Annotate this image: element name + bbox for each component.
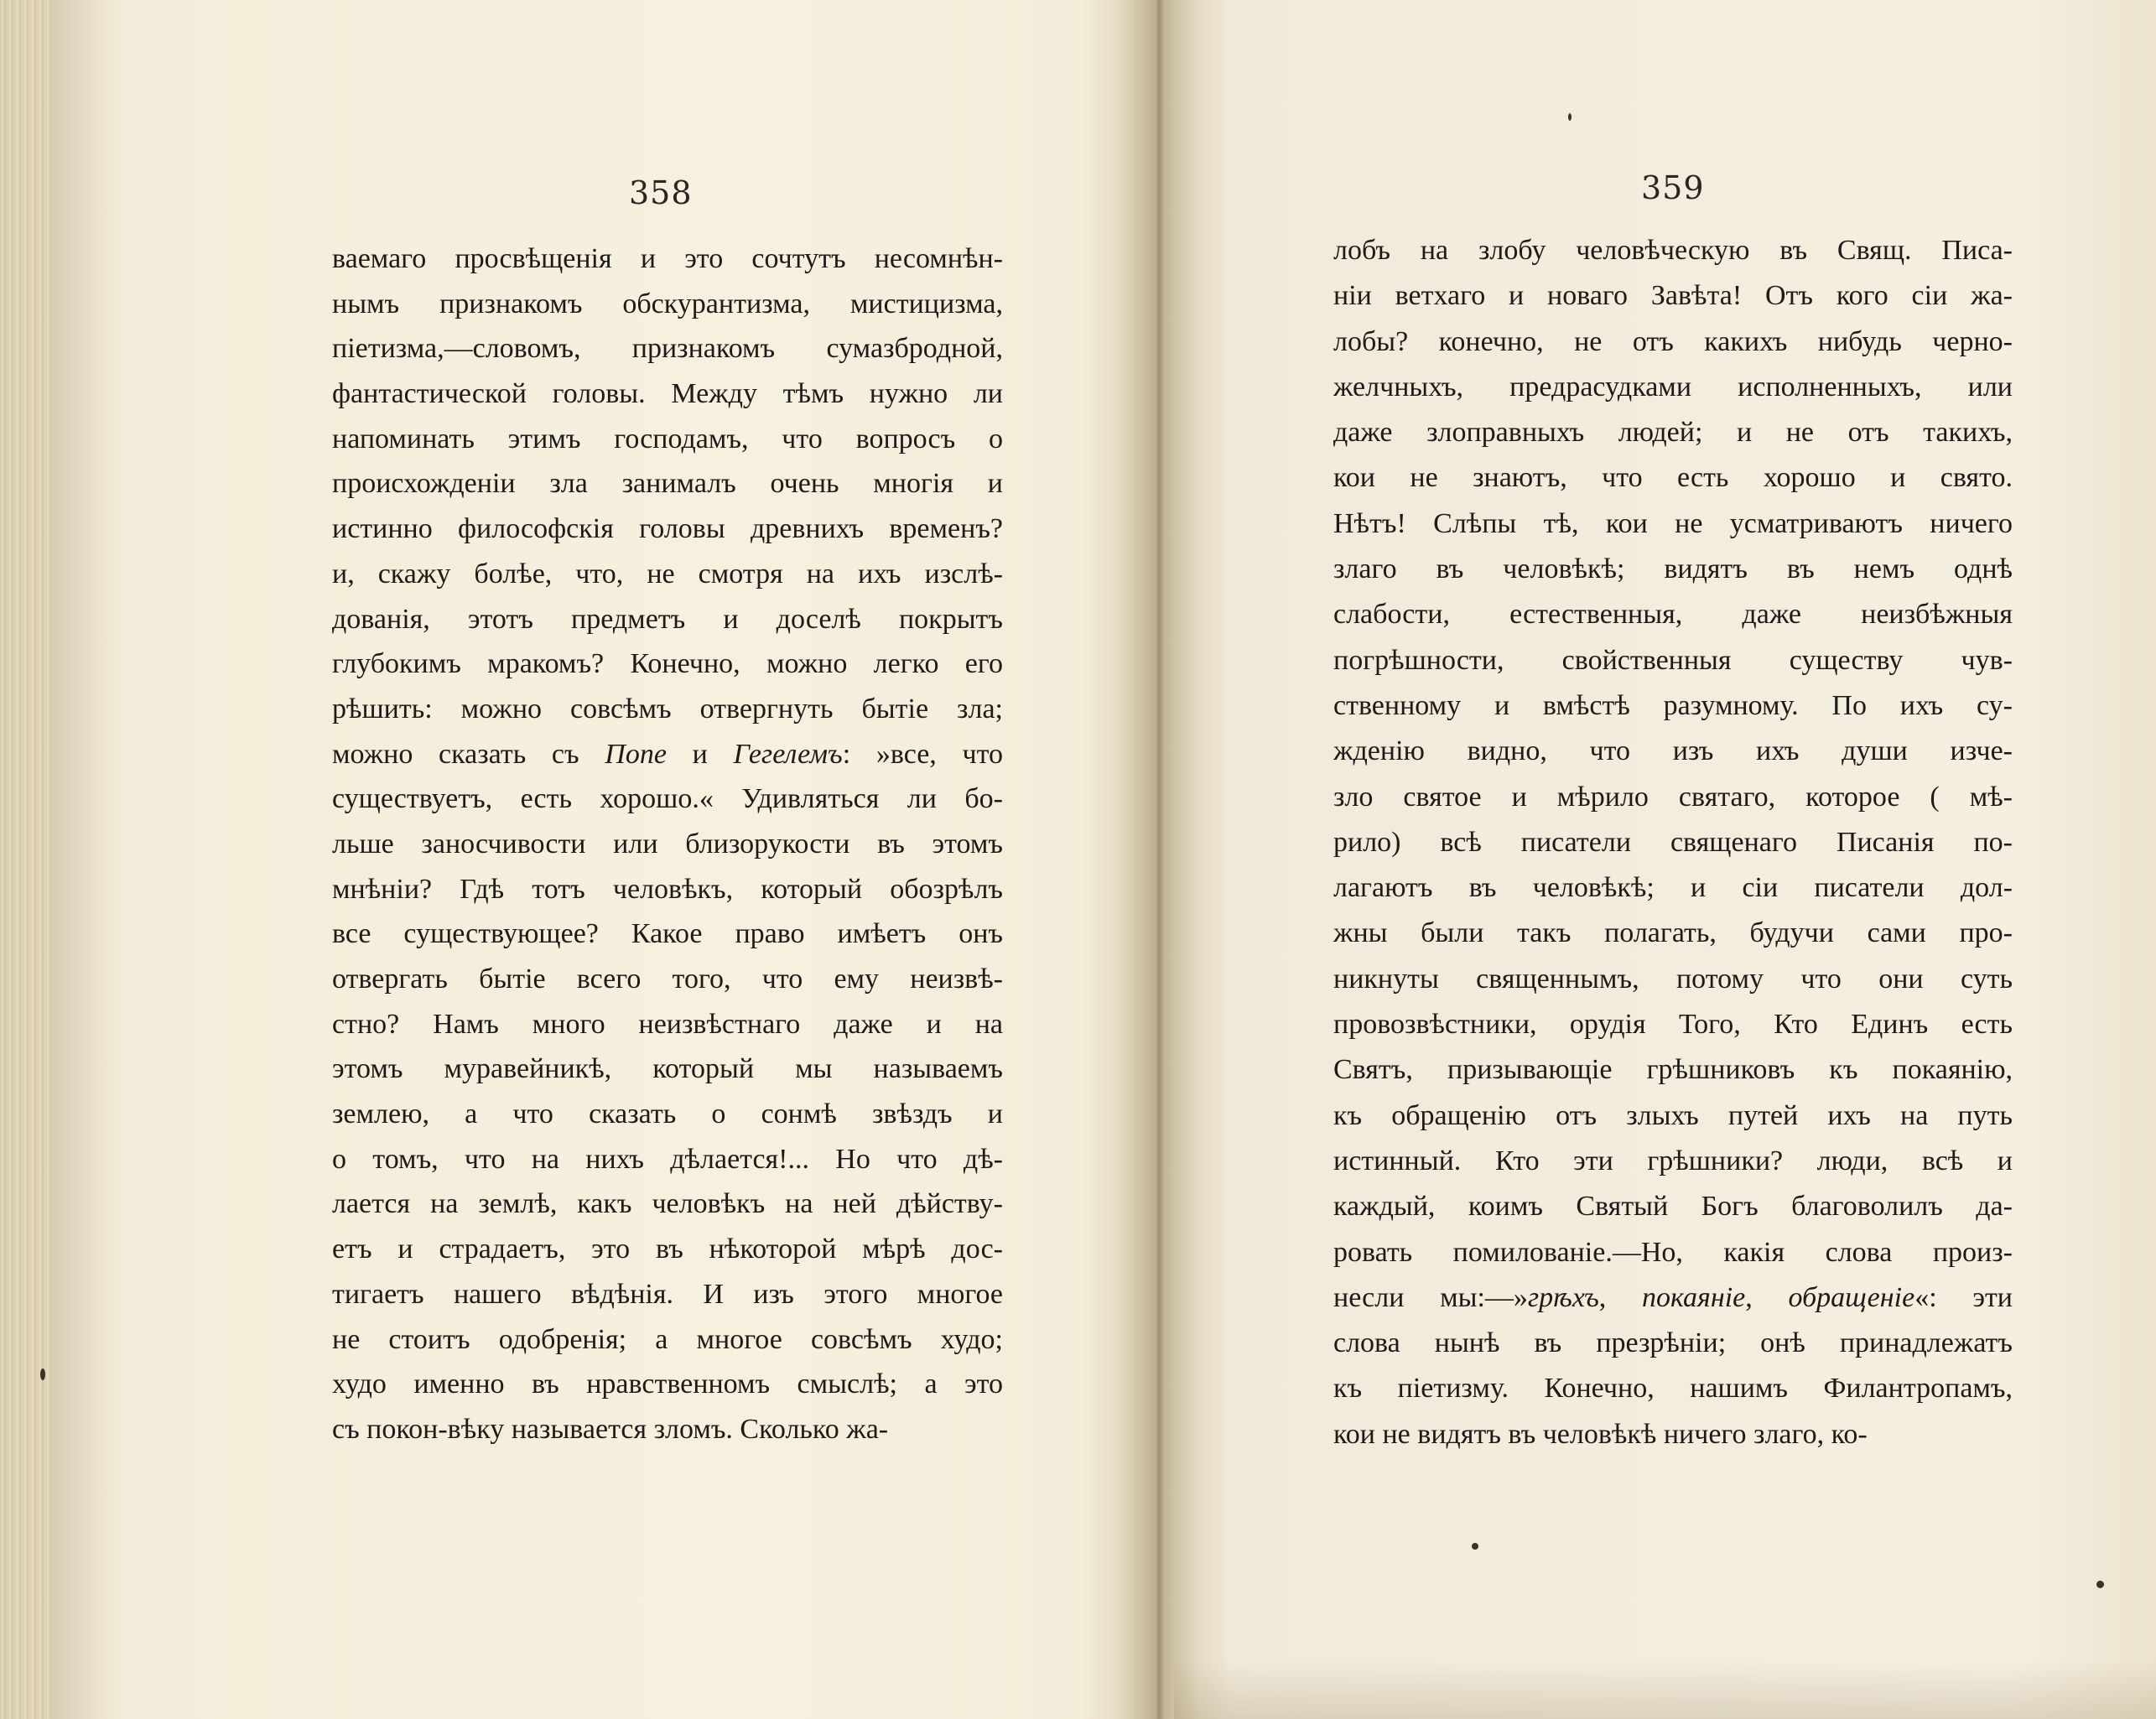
text-line bbox=[332, 371, 1003, 417]
page-number: 359 bbox=[1641, 169, 1705, 206]
text-line bbox=[1333, 729, 2013, 774]
text-segment: желчныхъ, предрасудками исполненныхъ, или bbox=[1333, 371, 2013, 402]
text-segment: рило) всѣ писатели священаго Писанія по- bbox=[1333, 826, 2013, 858]
text-line bbox=[1333, 820, 2013, 865]
text-segment: зло святое и мѣрило святаго, которое ( мѣ- bbox=[1333, 781, 2013, 813]
text-segment: даже злоправныхъ людей; и не отъ такихъ, bbox=[1333, 417, 2013, 449]
text-segment: етъ и страдаетъ, это въ нѣкоторой мѣрѣ дос- bbox=[332, 1233, 1003, 1265]
text-segment: глубокимъ мракомъ? Конечно, можно легко его bbox=[332, 648, 1003, 680]
text-line bbox=[1333, 1275, 2013, 1321]
text-segment: существуетъ, есть хорошо.« Удивляться ли бо- bbox=[332, 783, 1003, 815]
right-page bbox=[1199, 0, 2156, 1719]
italic-text: грѣхъ bbox=[1527, 1281, 1599, 1313]
text-segment: фантастической головы. Между тѣмъ нужно ли bbox=[332, 378, 1003, 410]
text-line bbox=[1333, 1230, 2013, 1275]
text-segment: происхожденіи зла занималъ очень многія и bbox=[332, 468, 1003, 500]
page-text bbox=[332, 236, 1003, 1452]
paper-speck bbox=[1568, 113, 1572, 121]
paper-speck bbox=[2096, 1581, 2104, 1588]
text-segment: никнуты священнымъ, потому что они суть bbox=[1333, 963, 2013, 995]
text-line bbox=[1333, 273, 2013, 319]
text-line bbox=[332, 1137, 1003, 1182]
paper-speck bbox=[40, 1368, 45, 1380]
text-line bbox=[332, 687, 1003, 732]
text-segment: кои не видятъ въ человѣкѣ ничего злаго, ко- bbox=[1333, 1418, 1868, 1450]
text-segment: льше заносчивости или близорукости въ этомъ bbox=[332, 828, 1003, 860]
text-segment: этомъ муравейникѣ, который мы называемъ bbox=[332, 1053, 1003, 1085]
text-line bbox=[332, 911, 1003, 957]
text-line bbox=[332, 822, 1003, 867]
text-segment: лобы? конечно, не отъ какихъ нибудь черно- bbox=[1333, 325, 2013, 357]
text-line bbox=[1333, 638, 2013, 683]
italic-text: покаяніе bbox=[1642, 1281, 1746, 1313]
text-line bbox=[332, 957, 1003, 1002]
text-line bbox=[1333, 1321, 2013, 1366]
text-segment: землею, а что сказать о сонмѣ звѣздъ и bbox=[332, 1098, 1003, 1130]
text-segment: стно? Намъ много неизвѣстнаго даже и на bbox=[332, 1008, 1003, 1040]
text-segment: злаго въ человѣкѣ; видятъ въ немъ однѣ bbox=[1333, 553, 2013, 585]
text-line bbox=[332, 1002, 1003, 1047]
text-line bbox=[332, 1317, 1003, 1363]
text-line bbox=[332, 236, 1003, 282]
text-segment: и, скажу болѣе, что, не смотря на ихъ изслѣ- bbox=[332, 558, 1003, 589]
text-line bbox=[1333, 911, 2013, 956]
text-line bbox=[332, 326, 1003, 371]
text-line bbox=[1333, 501, 2013, 547]
text-line bbox=[332, 1046, 1003, 1092]
text-segment: несли мы:—» bbox=[1333, 1281, 1528, 1313]
text-line bbox=[1333, 1047, 2013, 1093]
page-number: 358 bbox=[629, 174, 693, 211]
text-segment: напоминать этимъ господамъ, что вопросъ о bbox=[332, 423, 1003, 454]
text-segment: лобъ на злобу человѣческую въ Свящ. Писа- bbox=[1333, 235, 2013, 266]
text-line bbox=[1333, 319, 2013, 365]
text-segment: лагаютъ въ человѣкѣ; и сіи писатели дол- bbox=[1333, 872, 2013, 904]
text-line bbox=[1333, 410, 2013, 455]
text-segment: отвергать бытіе всего того, что ему неизвѣ- bbox=[332, 963, 1003, 995]
text-segment: не стоитъ одобренія; а многое совсѣмъ худо; bbox=[332, 1323, 1003, 1355]
text-line bbox=[332, 1092, 1003, 1137]
text-segment: , bbox=[1745, 1281, 1789, 1313]
paper-speck bbox=[1472, 1543, 1478, 1550]
text-segment: лается на землѣ, какъ человѣкъ на ней дѣйству- bbox=[332, 1188, 1003, 1220]
text-segment: каждый, коимъ Святый Богъ благоволилъ да- bbox=[1333, 1191, 2013, 1223]
italic-text: обращеніе bbox=[1788, 1281, 1915, 1313]
text-segment: , bbox=[1598, 1281, 1642, 1313]
text-line bbox=[332, 597, 1003, 642]
text-segment: можно сказать съ bbox=[332, 738, 605, 770]
text-line bbox=[332, 732, 1003, 777]
text-segment: ственному и вмѣстѣ разумному. По ихъ су- bbox=[1333, 689, 2013, 721]
text-segment: истинный. Кто эти грѣшники? люди, всѣ и bbox=[1333, 1145, 2013, 1176]
text-segment: слова нынѣ въ презрѣніи; онѣ принадлежатъ bbox=[1333, 1327, 2013, 1359]
text-line bbox=[332, 506, 1003, 552]
text-segment: все существующее? Какое право имѣетъ онъ bbox=[332, 918, 1003, 950]
text-line bbox=[332, 552, 1003, 597]
text-line bbox=[332, 641, 1003, 687]
text-line bbox=[332, 417, 1003, 462]
text-segment: жны были такъ полагать, будучи сами про- bbox=[1333, 917, 2013, 949]
book-gutter bbox=[1115, 0, 1199, 1719]
text-line bbox=[1333, 592, 2013, 637]
text-segment: о томъ, что на нихъ дѣлается!... Но что дѣ- bbox=[332, 1143, 1003, 1175]
text-segment: провозвѣстники, орудія Того, Кто Единъ есть bbox=[1333, 1009, 2013, 1041]
text-line bbox=[1333, 1093, 2013, 1139]
text-segment: ровать помилованіе.—Но, какія слова произ- bbox=[1333, 1236, 2013, 1268]
text-segment: піетизма,—словомъ, признакомъ сумазбродной, bbox=[332, 333, 1003, 365]
text-line bbox=[332, 776, 1003, 822]
text-segment: «: эти bbox=[1914, 1281, 2013, 1313]
text-segment: погрѣшности, свойственныя существу чув- bbox=[1333, 644, 2013, 676]
text-segment: Нѣтъ! Слѣпы тѣ, кои не усматриваютъ ничего bbox=[1333, 507, 2013, 539]
text-segment: нымъ признакомъ обскурантизма, мистицизма, bbox=[332, 288, 1003, 319]
text-segment: Святъ, призывающіе грѣшниковъ къ покаянію, bbox=[1333, 1054, 2013, 1086]
text-segment: къ піетизму. Конечно, нашимъ Филантропамъ, bbox=[1333, 1373, 2013, 1405]
text-line bbox=[1333, 547, 2013, 592]
text-line bbox=[1333, 775, 2013, 820]
text-line bbox=[1333, 455, 2013, 501]
text-segment: : »все, что bbox=[842, 738, 1003, 770]
text-line bbox=[332, 867, 1003, 912]
text-segment: мнѣніи? Гдѣ тотъ человѣкъ, который обозрѣлъ bbox=[332, 873, 1003, 905]
text-line bbox=[1333, 865, 2013, 911]
text-line bbox=[1333, 228, 2013, 273]
text-line bbox=[1333, 1184, 2013, 1229]
text-line bbox=[1333, 365, 2013, 410]
text-line bbox=[332, 1227, 1003, 1272]
text-segment: жденію видно, что изъ ихъ души изче- bbox=[1333, 735, 2013, 767]
text-line bbox=[1333, 683, 2013, 729]
text-segment: тигаетъ нашего вѣдѣнія. И изъ этого многое bbox=[332, 1278, 1003, 1310]
italic-text: Попе bbox=[605, 738, 667, 770]
text-segment: рѣшить: можно совсѣмъ отвергнуть бытіе зла; bbox=[332, 693, 1003, 724]
text-line bbox=[332, 1181, 1003, 1227]
text-segment: худо именно въ нравственномъ смыслѣ; а это bbox=[332, 1368, 1003, 1400]
text-line bbox=[1333, 1139, 2013, 1184]
text-segment: съ покон-вѣку называется зломъ. Сколько жа- bbox=[332, 1413, 889, 1445]
text-line bbox=[1333, 1412, 2013, 1457]
text-line bbox=[1333, 957, 2013, 1002]
text-segment: ваемаго просвѣщенія и это сочтутъ несомнѣн- bbox=[332, 243, 1003, 274]
page-text bbox=[1333, 228, 2013, 1457]
text-segment: истинно философскія головы древнихъ временъ? bbox=[332, 513, 1003, 545]
text-line bbox=[332, 1362, 1003, 1407]
text-segment: и bbox=[666, 738, 734, 770]
text-line bbox=[332, 461, 1003, 506]
text-line bbox=[1333, 1366, 2013, 1411]
text-line bbox=[332, 1407, 1003, 1452]
text-line bbox=[332, 282, 1003, 327]
text-segment: кои не знаютъ, что есть хорошо и свято. bbox=[1333, 462, 2013, 494]
text-line bbox=[332, 1272, 1003, 1317]
text-segment: къ обращенію отъ злыхъ путей ихъ на путь bbox=[1333, 1099, 2013, 1131]
italic-text: Гегелемъ bbox=[733, 738, 843, 770]
text-segment: слабости, естественныя, даже неизбѣжныя bbox=[1333, 599, 2013, 631]
text-segment: дованія, этотъ предметъ и доселѣ покрытъ bbox=[332, 603, 1003, 635]
text-line bbox=[1333, 1002, 2013, 1047]
text-segment: ніи ветхаго и новаго Завѣта! Отъ кого сіи жа- bbox=[1333, 280, 2013, 312]
